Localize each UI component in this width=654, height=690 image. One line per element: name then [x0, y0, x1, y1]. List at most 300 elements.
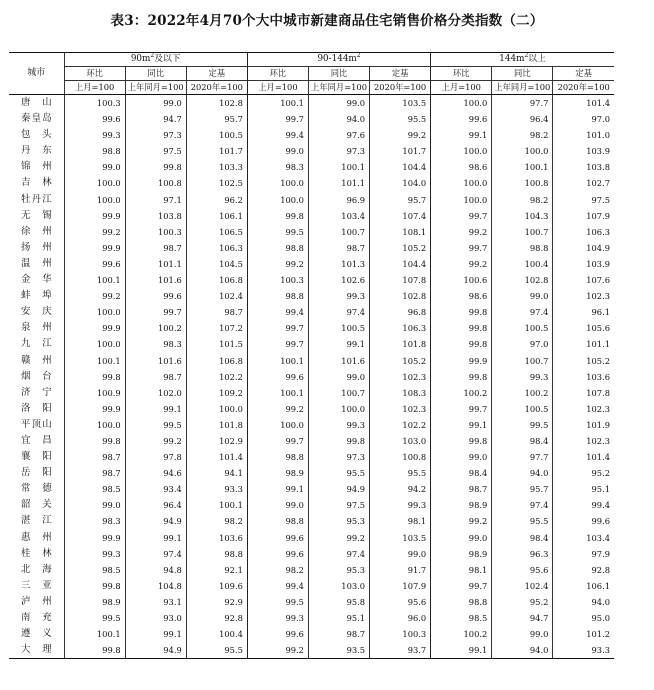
table-row	[9, 175, 614, 191]
base-header-last-month: 上月=100	[247, 81, 308, 95]
index-value: 100.0	[186, 401, 247, 417]
index-value: 100.0	[64, 175, 125, 191]
sub-header-fixed-base: 定基	[553, 67, 614, 81]
index-value: 99.0	[125, 95, 186, 112]
index-value: 98.3	[247, 159, 308, 175]
index-value: 96.4	[125, 497, 186, 513]
index-value: 100.2	[125, 320, 186, 336]
table-header	[9, 53, 614, 95]
index-value: 95.3	[308, 513, 369, 529]
index-value: 99.1	[308, 336, 369, 352]
index-value: 100.9	[64, 385, 125, 401]
city-name: 无锡	[9, 208, 64, 224]
index-value: 99.2	[64, 224, 125, 240]
index-value: 99.3	[64, 127, 125, 143]
index-value: 100.0	[492, 143, 553, 159]
index-value: 99.8	[64, 642, 125, 659]
index-value: 100.1	[64, 272, 125, 288]
index-value: 99.7	[247, 111, 308, 127]
index-value: 102.4	[186, 288, 247, 304]
table-row	[9, 320, 614, 336]
index-value: 95.5	[186, 642, 247, 659]
index-value: 95.7	[492, 481, 553, 497]
index-value: 102.0	[125, 385, 186, 401]
index-value: 102.2	[370, 417, 431, 433]
table-row	[9, 208, 614, 224]
index-value: 104.4	[370, 256, 431, 272]
city-name: 湛江	[9, 513, 64, 529]
index-value: 100.2	[492, 385, 553, 401]
index-value: 99.8	[64, 433, 125, 449]
index-value: 99.9	[64, 401, 125, 417]
index-value: 98.6	[431, 159, 492, 175]
index-value: 99.6	[125, 288, 186, 304]
index-value: 98.8	[186, 546, 247, 562]
index-value: 102.8	[370, 288, 431, 304]
table-row	[9, 304, 614, 320]
index-value: 100.0	[64, 417, 125, 433]
city-name: 赣州	[9, 353, 64, 369]
city-name: 包头	[9, 127, 64, 143]
index-value: 100.1	[64, 353, 125, 369]
index-value: 99.7	[431, 578, 492, 594]
index-value: 100.1	[64, 626, 125, 642]
sub-header-yoy: 同比	[492, 67, 553, 81]
index-value: 93.0	[125, 610, 186, 626]
index-value: 106.1	[186, 208, 247, 224]
city-column-header: 城市	[9, 53, 64, 95]
index-value: 100.2	[431, 626, 492, 642]
index-value: 93.3	[553, 642, 614, 659]
index-value: 99.8	[431, 369, 492, 385]
index-value: 100.2	[431, 385, 492, 401]
table-row	[9, 111, 614, 127]
index-value: 99.2	[64, 288, 125, 304]
city-name: 襄阳	[9, 449, 64, 465]
index-value: 99.6	[431, 111, 492, 127]
city-name: 桂林	[9, 546, 64, 562]
index-value: 94.0	[591, 596, 610, 607]
index-value: 99.6	[64, 256, 125, 272]
index-value: 100.0	[431, 95, 492, 112]
index-value: 103.0	[370, 433, 431, 449]
index-value: 100.0	[431, 175, 492, 191]
index-value: 104.0	[370, 175, 431, 191]
index-value: 98.2	[492, 192, 553, 208]
table-row	[9, 562, 614, 578]
index-value: 94.7	[492, 610, 553, 626]
index-value: 101.1	[308, 175, 369, 191]
index-value: 99.6	[247, 626, 308, 642]
index-value: 99.1	[431, 127, 492, 143]
index-value: 98.5	[64, 562, 125, 578]
table-row	[9, 449, 614, 465]
index-value: 99.2	[247, 401, 308, 417]
base-header-last-year: 上年同月=100	[125, 81, 186, 95]
index-value: 98.7	[125, 240, 186, 256]
base-header-last-year: 上年同月=100	[492, 81, 553, 95]
index-value: 97.4	[308, 546, 369, 562]
city-name: 锦州	[9, 159, 64, 175]
city-name: 扬州	[9, 240, 64, 256]
index-value: 98.7	[64, 465, 125, 481]
index-value: 104.5	[186, 256, 247, 272]
index-value: 104.9	[586, 242, 610, 253]
index-value: 97.5	[591, 194, 610, 205]
index-value: 99.7	[431, 208, 492, 224]
index-value: 99.3	[247, 610, 308, 626]
city-name: 济宁	[9, 385, 64, 401]
index-value: 100.0	[64, 192, 125, 208]
index-value: 100.0	[431, 192, 492, 208]
index-value: 101.2	[586, 629, 610, 640]
index-value: 100.1	[247, 95, 308, 112]
table-row	[9, 369, 614, 385]
index-value: 102.3	[370, 369, 431, 385]
index-value: 98.4	[431, 465, 492, 481]
city-name: 岳阳	[9, 465, 64, 481]
index-value: 101.1	[586, 339, 610, 350]
table-row	[9, 481, 614, 497]
index-value: 100.0	[247, 417, 308, 433]
index-value: 94.2	[370, 481, 431, 497]
group-header-small: $90m^2$及以下	[64, 53, 247, 67]
index-value: 99.1	[125, 530, 186, 546]
city-name: 南充	[9, 610, 64, 626]
index-value: 103.5	[370, 95, 431, 112]
index-value: 93.3	[186, 481, 247, 497]
index-value: 99.4	[247, 304, 308, 320]
index-value: 99.4	[247, 127, 308, 143]
index-value: 99.3	[308, 288, 369, 304]
index-value: 96.8	[370, 304, 431, 320]
index-value: 107.8	[370, 272, 431, 288]
base-header-2020: 2020年=100	[370, 81, 431, 95]
index-value: 99.0	[308, 369, 369, 385]
index-value: 103.8	[586, 162, 610, 173]
index-value: 97.4	[492, 497, 553, 513]
table-row	[9, 433, 614, 449]
index-value: 102.8	[186, 95, 247, 112]
index-value: 99.8	[125, 159, 186, 175]
index-value: 96.1	[591, 307, 610, 318]
index-value: 98.8	[247, 513, 308, 529]
index-value: 95.1	[308, 610, 369, 626]
index-value: 101.1	[125, 256, 186, 272]
index-value: 99.1	[431, 642, 492, 659]
table-row	[9, 546, 614, 562]
index-value: 102.9	[186, 433, 247, 449]
index-value: 99.9	[431, 353, 492, 369]
table-title: 表3：2022年4月70个大中城市新建商品住宅销售价格分类指数（二）	[110, 13, 544, 29]
index-value: 107.9	[586, 210, 610, 221]
table-row	[9, 497, 614, 513]
sub-header-fixed-base: 定基	[186, 67, 247, 81]
index-value: 97.4	[125, 546, 186, 562]
index-value: 97.1	[125, 192, 186, 208]
index-value: 98.6	[431, 288, 492, 304]
city-name: 三亚	[9, 578, 64, 594]
index-value: 99.7	[247, 336, 308, 352]
index-value: 100.0	[247, 192, 308, 208]
group-header-medium: $90-144m^2$	[247, 53, 430, 67]
city-name: 泉州	[9, 320, 64, 336]
index-value: 103.0	[308, 578, 369, 594]
index-value: 95.3	[308, 562, 369, 578]
index-value: 94.9	[308, 481, 369, 497]
index-value: 97.3	[308, 449, 369, 465]
index-value: 93.5	[308, 642, 369, 659]
index-value: 100.5	[186, 127, 247, 143]
city-name: 温州	[9, 256, 64, 272]
index-value: 103.5	[370, 530, 431, 546]
index-value: 102.3	[586, 291, 610, 302]
index-value: 102.8	[492, 272, 553, 288]
index-value: 98.7	[64, 449, 125, 465]
table-row	[9, 272, 614, 288]
index-value: 98.8	[64, 143, 125, 159]
index-value: 98.2	[186, 513, 247, 529]
index-value: 103.4	[586, 532, 610, 543]
index-value: 99.9	[64, 208, 125, 224]
index-value: 95.6	[370, 594, 431, 610]
index-value: 103.4	[308, 208, 369, 224]
index-value: 95.1	[591, 484, 610, 495]
table-row	[9, 353, 614, 369]
index-value: 105.6	[586, 323, 610, 334]
index-value: 99.6	[591, 516, 610, 527]
index-value: 106.8	[186, 272, 247, 288]
index-value: 97.4	[492, 304, 553, 320]
index-value: 103.8	[125, 208, 186, 224]
sub-header-mom: 环比	[247, 67, 308, 81]
table-row	[9, 530, 614, 546]
index-value: 98.9	[64, 594, 125, 610]
table-row	[9, 401, 614, 417]
sub-header-yoy: 同比	[125, 67, 186, 81]
index-value: 98.2	[247, 562, 308, 578]
table-row	[9, 95, 614, 112]
index-value: 99.9	[64, 320, 125, 336]
index-value: 105.2	[370, 240, 431, 256]
index-value: 95.7	[186, 111, 247, 127]
index-value: 101.5	[186, 336, 247, 352]
index-value: 104.8	[125, 578, 186, 594]
city-name: 惠州	[9, 530, 64, 546]
table-row	[9, 159, 614, 175]
index-value: 95.5	[492, 513, 553, 529]
index-value: 102.3	[586, 403, 610, 414]
index-value: 103.9	[586, 146, 610, 157]
index-value: 99.0	[64, 159, 125, 175]
index-value: 99.6	[64, 111, 125, 127]
index-value: 99.2	[125, 433, 186, 449]
index-value: 100.3	[125, 224, 186, 240]
index-value: 100.1	[247, 353, 308, 369]
table-row	[9, 578, 614, 594]
index-value: 100.3	[64, 95, 125, 112]
index-value: 95.5	[370, 111, 431, 127]
index-value: 99.0	[247, 143, 308, 159]
table-row	[9, 513, 614, 529]
base-header-last-month: 上月=100	[64, 81, 125, 95]
index-value: 95.2	[591, 468, 610, 479]
index-value: 100.3	[370, 626, 431, 642]
index-value: 97.5	[125, 143, 186, 159]
city-name: 唐山	[9, 95, 64, 112]
index-value: 98.7	[431, 481, 492, 497]
index-value: 99.1	[431, 417, 492, 433]
index-value: 97.3	[308, 143, 369, 159]
index-value: 98.5	[64, 481, 125, 497]
index-value: 106.3	[186, 240, 247, 256]
index-value: 99.2	[431, 513, 492, 529]
city-name: 蚌埠	[9, 288, 64, 304]
city-name: 秦皇岛	[9, 111, 64, 127]
index-value: 100.5	[492, 401, 553, 417]
index-value: 101.9	[586, 419, 610, 430]
city-name: 平顶山	[9, 417, 64, 433]
index-value: 99.5	[125, 417, 186, 433]
table-row	[9, 288, 614, 304]
table-row	[9, 224, 614, 240]
index-value: 98.8	[247, 449, 308, 465]
index-value: 98.7	[308, 626, 369, 642]
index-value: 100.7	[308, 385, 369, 401]
index-value: 96.3	[492, 546, 553, 562]
index-value: 100.0	[431, 143, 492, 159]
table-row	[9, 594, 614, 610]
index-value: 100.7	[492, 353, 553, 369]
index-value: 99.6	[247, 369, 308, 385]
index-value: 106.3	[370, 320, 431, 336]
index-value: 107.8	[586, 387, 610, 398]
table-row	[9, 143, 614, 159]
table-row	[9, 626, 614, 642]
index-value: 102.4	[492, 578, 553, 594]
index-value: 100.1	[186, 497, 247, 513]
index-value: 100.0	[64, 304, 125, 320]
index-value: 101.6	[308, 353, 369, 369]
index-value: 95.7	[370, 192, 431, 208]
index-value: 98.8	[247, 288, 308, 304]
index-value: 98.4	[492, 530, 553, 546]
index-value: 101.4	[586, 98, 610, 108]
index-value: 94.7	[125, 111, 186, 127]
index-value: 95.6	[492, 562, 553, 578]
index-value: 97.6	[308, 127, 369, 143]
index-value: 102.3	[586, 435, 610, 446]
index-value: 96.0	[370, 610, 431, 626]
index-value: 97.7	[492, 449, 553, 465]
index-value: 104.3	[492, 208, 553, 224]
index-value: 101.0	[586, 130, 610, 141]
sub-header-mom: 环比	[431, 67, 492, 81]
index-value: 98.8	[431, 594, 492, 610]
index-value: 99.2	[431, 224, 492, 240]
table-row	[9, 192, 614, 208]
base-header-2020: 2020年=100	[186, 81, 247, 95]
index-value: 99.2	[431, 256, 492, 272]
city-name: 吉林	[9, 175, 64, 191]
index-value: 97.0	[591, 114, 610, 125]
index-value: 91.7	[370, 562, 431, 578]
index-value: 94.1	[186, 465, 247, 481]
index-value: 99.6	[247, 530, 308, 546]
index-value: 98.1	[431, 562, 492, 578]
index-value: 99.2	[308, 530, 369, 546]
index-value: 107.6	[586, 275, 610, 286]
index-value: 99.7	[247, 433, 308, 449]
index-value: 100.1	[492, 159, 553, 175]
index-value: 99.5	[492, 417, 553, 433]
index-value: 92.9	[186, 594, 247, 610]
index-value: 103.3	[186, 159, 247, 175]
index-value: 99.8	[64, 369, 125, 385]
index-value: 99.4	[247, 578, 308, 594]
index-value: 102.3	[370, 401, 431, 417]
index-value: 99.0	[308, 95, 369, 112]
index-value: 99.9	[64, 530, 125, 546]
sub-header-yoy: 同比	[308, 67, 369, 81]
index-value: 99.2	[247, 642, 308, 659]
index-value: 94.6	[125, 465, 186, 481]
index-value: 100.1	[247, 385, 308, 401]
index-value: 99.0	[64, 497, 125, 513]
index-value: 97.0	[492, 336, 553, 352]
group-header-large: $144m^2$以上	[431, 53, 614, 67]
index-value: 99.1	[125, 626, 186, 642]
base-header-last-month: 上月=100	[431, 81, 492, 95]
index-value: 99.2	[370, 127, 431, 143]
table-row	[9, 385, 614, 401]
index-value: 95.5	[370, 465, 431, 481]
index-value: 100.5	[308, 320, 369, 336]
index-value: 94.0	[492, 642, 553, 659]
index-value: 99.7	[431, 401, 492, 417]
index-value: 100.6	[431, 272, 492, 288]
index-value: 100.1	[308, 159, 369, 175]
index-value: 99.3	[492, 369, 553, 385]
index-value: 106.8	[186, 353, 247, 369]
city-name: 洛阳	[9, 401, 64, 417]
city-name: 常德	[9, 481, 64, 497]
base-header-2020: 2020年=100	[553, 81, 614, 95]
index-value: 93.4	[125, 481, 186, 497]
table-row	[9, 417, 614, 433]
index-value: 101.7	[186, 143, 247, 159]
index-value: 101.3	[308, 256, 369, 272]
index-value: 99.0	[492, 288, 553, 304]
index-value: 109.6	[186, 578, 247, 594]
index-value: 99.0	[370, 546, 431, 562]
index-value: 99.8	[431, 336, 492, 352]
index-value: 96.4	[492, 111, 553, 127]
index-value: 107.2	[186, 320, 247, 336]
index-value: 101.6	[125, 272, 186, 288]
index-value: 99.7	[431, 240, 492, 256]
index-value: 97.3	[125, 127, 186, 143]
city-name: 北海	[9, 562, 64, 578]
index-value: 92.1	[186, 562, 247, 578]
index-value: 99.8	[431, 433, 492, 449]
price-index-table	[9, 52, 614, 659]
index-value: 100.4	[186, 626, 247, 642]
index-value: 99.0	[247, 497, 308, 513]
table-row	[9, 642, 614, 659]
index-value: 105.2	[370, 353, 431, 369]
city-name: 牡丹江	[9, 192, 64, 208]
